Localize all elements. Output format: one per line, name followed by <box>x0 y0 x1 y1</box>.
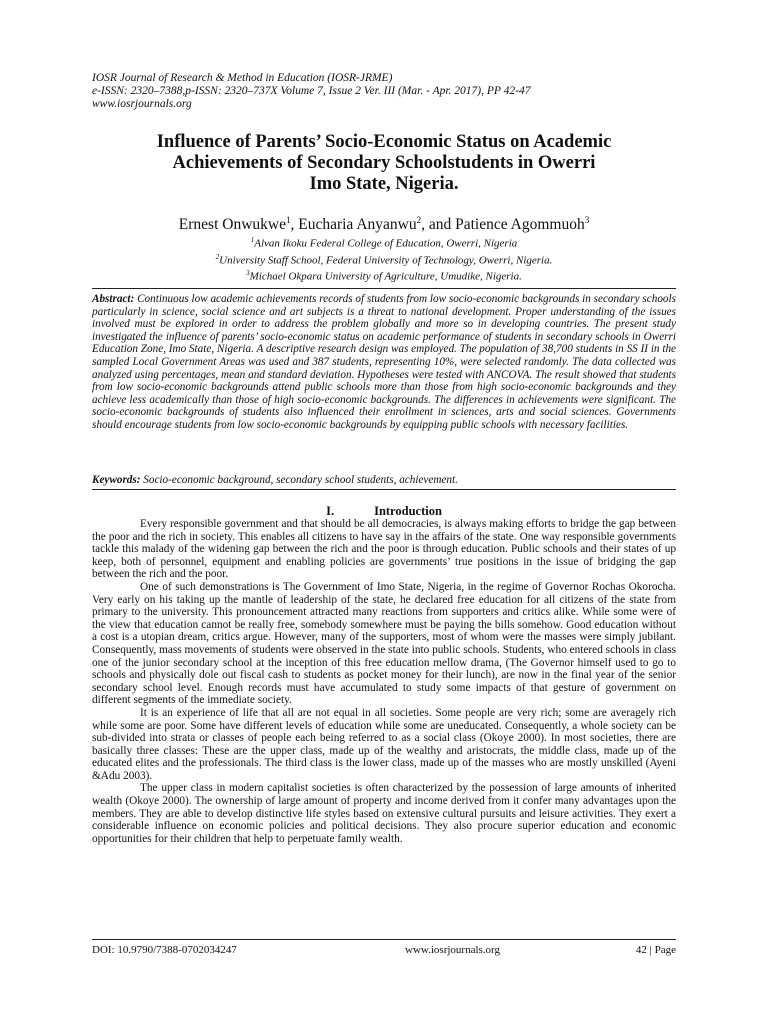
paper-title <box>84 132 684 195</box>
footer-rule <box>92 939 676 940</box>
author-affil-mark: 3 <box>584 215 590 225</box>
abstract-top-rule <box>92 288 676 289</box>
affiliation-text: Alvan Ikoku Federal College of Education, Owerri, Nigeria <box>254 237 518 250</box>
paragraph: It is an experience of life that all are not equal in all societies. Some people are very rich; some are averagely rich while some are poor. Some have different levels of education while some are uneducated. Consequently, a whole society can be sub-divided into strata or classes of people each being referred to as a social class (Okoye 2000). In most societies, there are basically three classes: These are the upper class, made up of the wealthy and aristocrats, the middle class, made up of the educated elites and the professionals. The third class is the lower class, made up of the masses who are mostly unskilled (Ayeni &Adu 2003). <box>92 706 676 782</box>
abstract-label: Abstract: <box>92 293 135 305</box>
abstract <box>92 293 676 432</box>
journal-website: www.iosrjournals.org <box>92 98 192 110</box>
keywords <box>92 474 676 487</box>
title-line-3: Imo State, Nigeria. <box>309 174 459 194</box>
paragraph: The upper class in modern capitalist societies is often characterized by the possession of large amounts of inherited wealth (Okoye 2000). The ownership of large amount of property and income derived from it confer many advantages upon the members. They are able to develop distinctive life styles based on extensive cultural pursuits and leisure activities. They exert a considerable influence on economic policies and political decisions. They also procure superior education and economic opportunities for their children that help to perpetuate family wealth. <box>92 782 676 845</box>
title-line-2: Achievements of Secondary Schoolstudents in Owerri <box>172 153 596 173</box>
section-title: Introduction <box>374 504 442 518</box>
author-separator: , <box>290 216 299 234</box>
author-separator: , and <box>421 216 456 234</box>
affiliation <box>84 251 684 268</box>
keywords-label: Keywords: <box>92 474 141 486</box>
author-name: Eucharia Anyanwu <box>298 216 417 234</box>
author-affil-mark: 1 <box>285 215 291 225</box>
journal-name: IOSR Journal of Research & Method in Education (IOSR-JRME) <box>92 72 393 84</box>
affiliation <box>84 234 684 251</box>
footer-doi: DOI: 10.9790/7388-0702034247 <box>92 944 237 956</box>
section-heading <box>92 504 676 518</box>
author-list <box>84 211 684 234</box>
paragraph: One of such demonstrations is The Government of Imo State, Nigeria, in the regime of Governor Rochas Okorocha. Very early on his taking up the mantle of leadership of the state, he declared free education for all citizens of the state from primary to the university. This pronouncement attracted many reactions from supporters and critics alike. While some were of the view that education cannot be really free, somebody somewhere must be paying the bills somehow. Good education without a cost is a utopian dream, critics argue. However, many of the supporters, most of whom were the masses were simply jubilant. Consequently, mass movements of students were observed in the state into public schools. Students, who entered schools in class one of the junior secondary school at the inception of this free education mellow drama, (The Governor himself used to go to schools and physically dole out fiscal cash to students as pocket money for their lunch), are now in the final year of the senior secondary school level. Enough records must have accumulated to study some impacts of that gesture of government on different segments of the immediate society. <box>92 580 676 707</box>
title-line-1: Influence of Parents’ Socio-Economic Status on Academic <box>156 132 612 152</box>
affiliation-mark: 2 <box>215 252 220 261</box>
abstract-bottom-rule <box>92 489 676 490</box>
author-name: Patience Agommuoh <box>455 216 585 234</box>
abstract-text: Continuous low academic achievements records of students from low socio-economic backgrounds in secondary schools particularly in science, social science and art subjects is a threat to national development. Proper understanding of the issues involved must be explored in order to address the problem globally and more so in developing countries. The present study investigated the influence of parents’ socio-economic status on academic performance of students in secondary schools in Owerri Education Zone, Imo State, Nigeria. A descriptive research design was employed. The population of 38,700 students in SS II in the sampled Local Government Areas was used and 387 students, representing 10%, were selected randomly. The data collected was analyzed using percentages, mean and standard deviation. Hypotheses were tested with ANCOVA. The result showed that students from low socio-economic backgrounds attend public schools more than those from high socio-economic backgrounds and they achieve less academically than those of high socio-economic backgrounds. The differences in achievements were significant. The socio-economic backgrounds of students also influenced their enrollment in sciences, arts and social sciences. Governments should encourage students from low socio-economic backgrounds by equipping public schools with necessary facilities. <box>92 293 676 431</box>
affiliation-text: University Staff School, Federal University of Technology, Owerri, Nigeria. <box>219 254 553 267</box>
page-footer <box>92 944 676 958</box>
footer-page-number: 42 | Page <box>635 944 676 956</box>
affiliation-mark: 1 <box>250 236 255 244</box>
section-number: I. <box>326 504 335 518</box>
affiliation-text: Michael Okpara University of Agriculture, Umudike, Nigeria. <box>249 270 522 283</box>
paragraph: Every responsible government and that should be all democracies, is always making efforts to bridge the gap between the poor and the rich in society. This enables all citizens to have say in the affairs of the state. One way responsible governments tackle this malady of the widening gap between the rich and the poor is through education. Public schools and their states of up keep, both of personnel, equipment and enabling policies are governments’ true positions in the issue of bridging the gap between the rich and the poor. <box>92 518 676 581</box>
body-text <box>92 518 676 845</box>
affiliation <box>84 267 684 284</box>
affiliation-list <box>84 234 684 284</box>
affiliation-mark: 3 <box>246 269 250 278</box>
author-affil-mark: 2 <box>416 215 422 225</box>
keywords-text: Socio-economic background, secondary school students, achievement. <box>140 474 458 486</box>
journal-issn: e-ISSN: 2320–7388,p-ISSN: 2320–737X Volume 7, Issue 2 Ver. III (Mar. - Apr. 2017), PP 42-47 <box>92 85 531 97</box>
footer-website: www.iosrjournals.org <box>405 944 501 956</box>
author-name: Ernest Onwukwe <box>178 216 286 234</box>
journal-header <box>92 72 692 111</box>
